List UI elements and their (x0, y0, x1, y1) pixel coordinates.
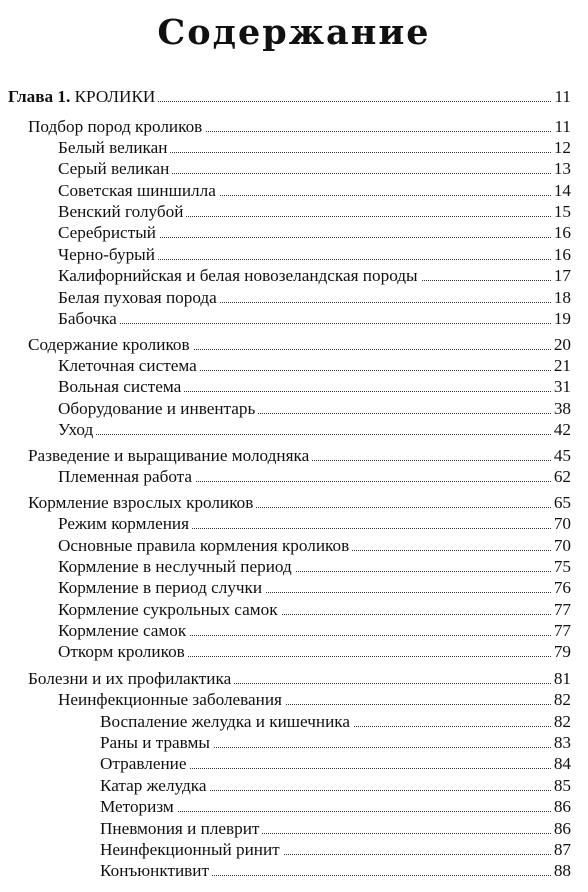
page-number: 42 (551, 419, 571, 441)
page-number: 79 (551, 641, 571, 663)
toc-entry-line (58, 244, 571, 266)
page-number: 81 (551, 668, 571, 690)
page-number: 84 (551, 753, 571, 775)
toc-entry-line (100, 860, 571, 882)
page-number: 38 (551, 398, 571, 420)
toc-entry[interactable] (0, 796, 588, 818)
toc-entry-line (58, 308, 571, 330)
toc-entry-title: Оборудование и инвентарь (58, 398, 258, 420)
toc-entry-line (58, 376, 571, 398)
toc-entry-title: Бабочка (58, 308, 120, 330)
page-number: 88 (551, 860, 571, 882)
toc-entry-line (58, 265, 571, 287)
dot-leader (58, 323, 571, 324)
toc-entry[interactable] (0, 775, 588, 797)
toc-entry[interactable] (0, 753, 588, 775)
toc-entry[interactable] (0, 244, 588, 266)
toc-entry[interactable] (0, 535, 588, 557)
page-number: 16 (551, 244, 571, 266)
toc-entry-line (58, 556, 571, 578)
page-number: 15 (551, 201, 571, 223)
toc-entry[interactable] (0, 419, 588, 441)
toc-entry[interactable] (0, 201, 588, 223)
toc-entry[interactable] (0, 287, 588, 309)
page-number: 20 (551, 334, 571, 356)
page-number: 14 (551, 180, 571, 202)
toc-entry-title: Кормление сукрольных самок (58, 599, 281, 621)
toc-entry-line (58, 513, 571, 535)
page-number: 82 (551, 711, 571, 733)
toc-entry-line (100, 732, 571, 754)
toc-entry-title: Отравление (100, 753, 189, 775)
toc-entry-line (100, 796, 571, 818)
toc-entry-title: Конъюнктивит (100, 860, 212, 882)
toc-entry-line (58, 201, 571, 223)
toc-entry[interactable] (0, 732, 588, 754)
toc-chapter-row[interactable] (0, 86, 588, 108)
toc-entry-title: Катар желудка (100, 775, 210, 797)
toc-entry-line (100, 839, 571, 861)
toc-entry-line (28, 492, 571, 514)
toc-entry-title: Калифорнийская и белая новозеландская породы (58, 265, 421, 287)
page-number: 86 (551, 796, 571, 818)
toc-entry-line (58, 419, 571, 441)
toc-entry[interactable] (0, 308, 588, 330)
page-number: 87 (551, 839, 571, 861)
toc-entry-title: Подбор пород кроликов (28, 116, 205, 138)
toc-entry-line (28, 445, 571, 467)
page-number: 16 (551, 222, 571, 244)
chapter-title: КРОЛИКИ (74, 87, 156, 106)
toc-entry-line (58, 137, 571, 159)
toc-entry-title: Кормление взрослых кроликов (28, 492, 256, 514)
toc-entry-line (58, 599, 571, 621)
page-number: 31 (551, 376, 571, 398)
toc-entry-title (8, 86, 158, 108)
toc-entry-line (58, 398, 571, 420)
page-number: 65 (551, 492, 571, 514)
toc-entry[interactable] (0, 620, 588, 642)
toc-entry-title: Черно-бурый (58, 244, 158, 266)
toc-entry-line (58, 180, 571, 202)
toc-entry-title: Основные правила кормления кроликов (58, 535, 352, 557)
page-number: 75 (551, 556, 571, 578)
toc-entry[interactable] (0, 818, 588, 840)
page-title: Содержание (157, 12, 431, 53)
page-number: 82 (551, 689, 571, 711)
toc-entry[interactable] (0, 445, 588, 467)
toc-entry-line (8, 86, 571, 108)
toc-entry-line (58, 287, 571, 309)
toc-entry[interactable] (0, 466, 588, 488)
toc-entry[interactable] (0, 711, 588, 733)
toc-entry[interactable] (0, 222, 588, 244)
toc-entry-line (58, 577, 571, 599)
toc-entry-title: Серый великан (58, 158, 172, 180)
toc-entry-title: Содержание кроликов (28, 334, 193, 356)
toc-entry-line (28, 668, 571, 690)
toc-entry-title: Неинфекционные заболевания (58, 689, 285, 711)
toc-entry-title: Кормление самок (58, 620, 189, 642)
page-number: 11 (551, 86, 571, 108)
toc-entry-line (28, 116, 571, 138)
toc-entry-title: Воспаление желудка и кишечника (100, 711, 353, 733)
page-number: 77 (551, 620, 571, 642)
toc-entry[interactable] (0, 116, 588, 138)
toc-entry-title: Клеточная система (58, 355, 200, 377)
toc-entry[interactable] (0, 513, 588, 535)
toc-entry-line (58, 466, 571, 488)
toc-entry-title: Раны и травмы (100, 732, 213, 754)
page-number: 62 (551, 466, 571, 488)
toc-entry-line (100, 753, 571, 775)
toc-entry[interactable] (0, 556, 588, 578)
toc-entry[interactable] (0, 137, 588, 159)
toc-entry-title: Белый великан (58, 137, 170, 159)
toc-entry-title: Болезни и их профилактика (28, 668, 234, 690)
toc-entry-line (100, 818, 571, 840)
toc-entry[interactable] (0, 689, 588, 711)
toc-entry[interactable] (0, 355, 588, 377)
page-number: 77 (551, 599, 571, 621)
toc-entry-title: Меторизм (100, 796, 177, 818)
page-number: 19 (551, 308, 571, 330)
toc-entry-line (58, 620, 571, 642)
page-number: 18 (551, 287, 571, 309)
toc-entry-line (58, 158, 571, 180)
page-number: 12 (551, 137, 571, 159)
toc-entry[interactable] (0, 376, 588, 398)
page-number: 11 (551, 116, 571, 138)
toc-entry[interactable] (0, 668, 588, 690)
page-number: 17 (551, 265, 571, 287)
toc-entry-line (58, 641, 571, 663)
toc-entry[interactable] (0, 180, 588, 202)
toc-entry[interactable] (0, 599, 588, 621)
toc-entry-title: Вольная система (58, 376, 184, 398)
toc-entry-title: Режим кормления (58, 513, 192, 535)
toc-entry-title: Пневмония и плеврит (100, 818, 262, 840)
toc-entry[interactable] (0, 334, 588, 356)
toc-entry-line (100, 711, 571, 733)
toc-entry-title: Разведение и выращивание молодняка (28, 445, 312, 467)
toc-entry[interactable] (0, 492, 588, 514)
toc-entry-title: Серебристый (58, 222, 159, 244)
page-number: 45 (551, 445, 571, 467)
toc-entry[interactable] (0, 641, 588, 663)
page-number: 70 (551, 535, 571, 557)
page-number: 21 (551, 355, 571, 377)
toc-entry-line (58, 222, 571, 244)
toc-entry-title: Кормление в неслучный период (58, 556, 295, 578)
page-number: 83 (551, 732, 571, 754)
toc-entry-title: Уход (58, 419, 96, 441)
toc-entry[interactable] (0, 158, 588, 180)
chapter-label: Глава 1. (8, 87, 71, 106)
toc-entry-line (28, 334, 571, 356)
page-number: 70 (551, 513, 571, 535)
page-number: 85 (551, 775, 571, 797)
toc-entry-line (58, 355, 571, 377)
toc-entry-title: Венский голубой (58, 201, 186, 223)
toc-entry[interactable] (0, 577, 588, 599)
toc-entry-title: Белая пуховая порода (58, 287, 220, 309)
toc-entry[interactable] (0, 839, 588, 861)
toc-entry-line (100, 775, 571, 797)
toc-entry[interactable] (0, 398, 588, 420)
toc-entry[interactable] (0, 265, 588, 287)
page-number: 13 (551, 158, 571, 180)
toc-entry-line (58, 689, 571, 711)
toc-entry-title: Советская шиншилла (58, 180, 219, 202)
toc-entry[interactable] (0, 860, 588, 882)
page-number: 76 (551, 577, 571, 599)
toc-entry-title: Откорм кроликов (58, 641, 188, 663)
dot-leader (58, 434, 571, 435)
toc-entry-title: Племенная работа (58, 466, 195, 488)
toc-entry-line (58, 535, 571, 557)
page-number: 86 (551, 818, 571, 840)
toc-entry-title: Неинфекционный ринит (100, 839, 283, 861)
toc-entry-title: Кормление в период случки (58, 577, 265, 599)
